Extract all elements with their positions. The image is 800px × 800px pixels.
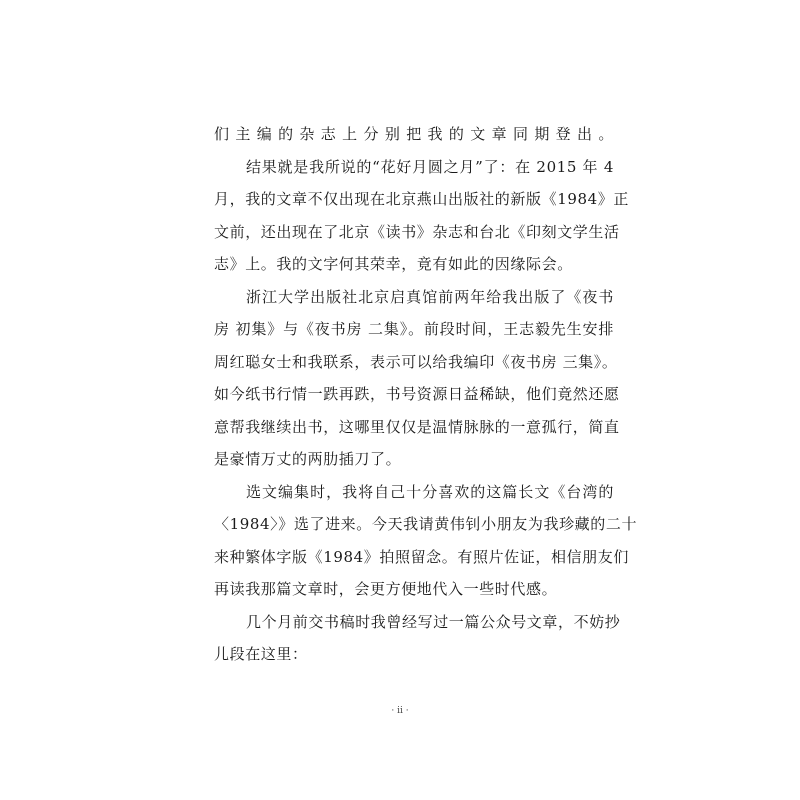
- body-text: [214, 118, 638, 671]
- text-line: 来种繁体字版《1984》拍照留念。有照片佐证，相信朋友们: [214, 547, 629, 566]
- text-line: 月，我的文章不仅出现在北京燕山出版社的新版《1984》正: [214, 190, 629, 208]
- text-line: 周红聪女士和我联系，表示可以给我编印《夜书房 三集》。: [214, 352, 618, 371]
- text-line: 如今纸书行情一跌再跌，书号资源日益稀缺，他们竟然还愿: [214, 385, 620, 403]
- text-line: 再读我那篇文章时，会更方便地代入一些时代感。: [214, 580, 558, 598]
- text-line: 房 初集》与《夜书房 二集》。前段时间，王志毅先生安排: [214, 320, 614, 338]
- text-line: 们主编的杂志上分别把我的文章同期登出。: [214, 125, 614, 143]
- text-line: 儿段在这里：: [214, 645, 308, 663]
- text-line: 意帮我继续出书，这哪里仅仅是温情脉脉的一意孤行，简直: [214, 417, 620, 436]
- text-line: 〈1984〉》选了进来。今天我请黄伟钊小朋友为我珍藏的二十: [214, 515, 638, 533]
- text-line: 选文编集时，我将自己十分喜欢的这篇长文《台湾的: [246, 482, 614, 501]
- text-line: 结果就是我所说的“花好月圆之月”了：在 2015 年 4: [246, 157, 614, 176]
- text-line: 文前，还出现在了北京《读书》杂志和台北《印刻文学生活: [214, 222, 620, 241]
- text-line: 是豪情万丈的两肋插刀了。: [214, 450, 402, 468]
- page-number: · ii ·: [391, 706, 409, 716]
- text-line: 几个月前交书稿时我曾经写过一篇公众号文章，不妨抄: [246, 612, 621, 631]
- text-line: 志》上。我的文字何其荣幸，竟有如此的因缘际会。: [214, 255, 573, 273]
- text-line: 浙江大学出版社北京启真馆前两年给我出版了《夜书: [246, 287, 614, 306]
